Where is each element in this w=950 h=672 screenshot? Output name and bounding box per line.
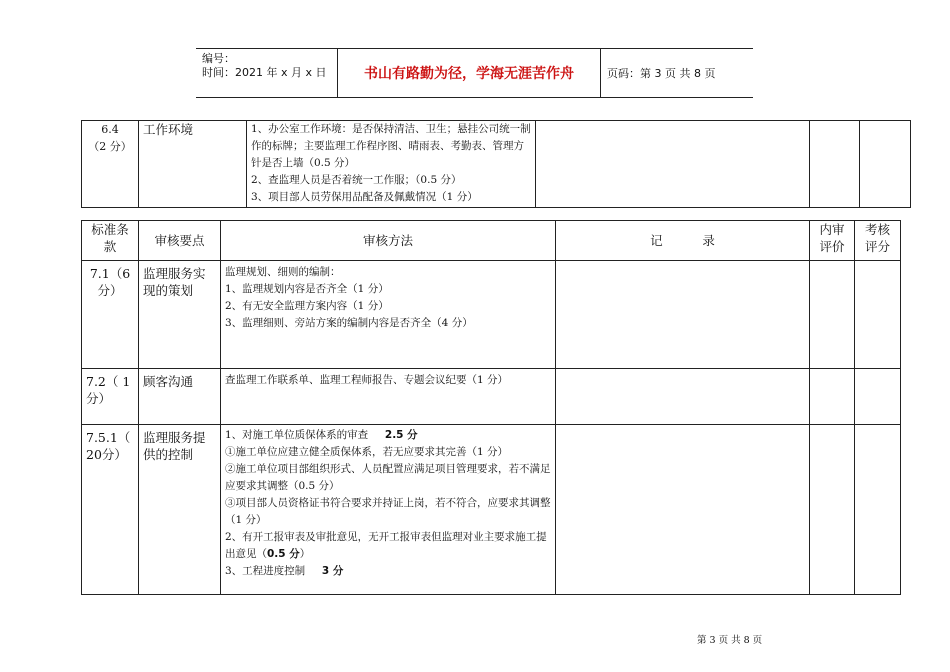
record-cell xyxy=(556,261,810,369)
header-motto: 书山有路勤为径，学海无涯苦作舟 xyxy=(338,49,601,97)
assess-cell xyxy=(860,121,911,208)
col-header-record: 记 录 xyxy=(556,221,810,261)
table-row xyxy=(82,425,901,595)
table-header-row xyxy=(82,221,901,261)
col-header-internal: 内审评价 xyxy=(810,221,855,261)
header-meta xyxy=(196,49,338,97)
key-cell: 工作环境 xyxy=(139,121,247,208)
table-row xyxy=(82,261,901,369)
clause-cell: 7.1（6分） xyxy=(82,261,139,369)
assess-cell xyxy=(855,425,901,595)
record-cell xyxy=(536,121,810,208)
key-cell: 顾客沟通 xyxy=(139,369,221,425)
table-section-6-4 xyxy=(81,120,911,208)
page-header xyxy=(196,48,753,98)
internal-cell xyxy=(810,425,855,595)
table-row xyxy=(82,121,911,208)
page-footer: 第 3 页 共 8 页 xyxy=(697,635,763,646)
col-header-assess: 考核评分 xyxy=(855,221,901,261)
key-cell: 监理服务提供的控制 xyxy=(139,425,221,595)
internal-cell xyxy=(810,261,855,369)
col-header-method: 审核方法 xyxy=(221,221,556,261)
clause-cell: 6.4 （2 分） xyxy=(82,121,139,208)
method-cell: 1、对施工单位质保体系的审查 2.5 分 ①施工单位应建立健全质保体系，若无应要求其完善（1 分） ②施工单位项目部组织形式、人员配置应满足项目管理要求，若不满足应要求其调整（0.5 分） ③项目部人员资格证书符合要求并持证上岗，若不符合，应要求其调整（1 分） 2、有开工报审表及审批意见，无开工报审表但监理对业主要求施工提出意见（0.5 分） 3、工程进度控制 3 分 xyxy=(221,425,556,595)
code-label: 编号： xyxy=(202,52,235,65)
method-cell: 监理规划、细则的编制： 1、监理规划内容是否齐全（1 分） 2、有无安全监理方案内容（1 分） 3、监理细则、旁站方案的编制内容是否齐全（4 分） xyxy=(221,261,556,369)
record-cell xyxy=(556,369,810,425)
method-cell: 查监理工作联系单、监理工程师报告、专题会议纪要（1 分） xyxy=(221,369,556,425)
clause-cell: 7.2（ 1分） xyxy=(82,369,139,425)
method-cell: 1、办公室工作环境：是否保持清洁、卫生；悬挂公司统一制作的标牌；主要监理工作程序图、晴雨表、考勤表、管理方针是否上墙（0.5 分） 2、查监理人员是否着统一工作服；（0.5 分） 3、项目部人员劳保用品配备及佩戴情况（1 分） xyxy=(247,121,536,208)
internal-cell xyxy=(810,369,855,425)
assess-cell xyxy=(855,261,901,369)
col-header-key: 审核要点 xyxy=(139,221,221,261)
key-cell: 监理服务实现的策划 xyxy=(139,261,221,369)
table-audit xyxy=(81,220,901,595)
record-cell xyxy=(556,425,810,595)
table-row xyxy=(82,369,901,425)
time-label: 时间：2021 年 x 月 x 日 xyxy=(202,66,327,79)
internal-cell xyxy=(810,121,860,208)
clause-cell: 7.5.1（ 20分） xyxy=(82,425,139,595)
header-page-label: 页码：第 3 页 共 8 页 xyxy=(607,67,716,80)
col-header-clause: 标准条款 xyxy=(82,221,139,261)
assess-cell xyxy=(855,369,901,425)
